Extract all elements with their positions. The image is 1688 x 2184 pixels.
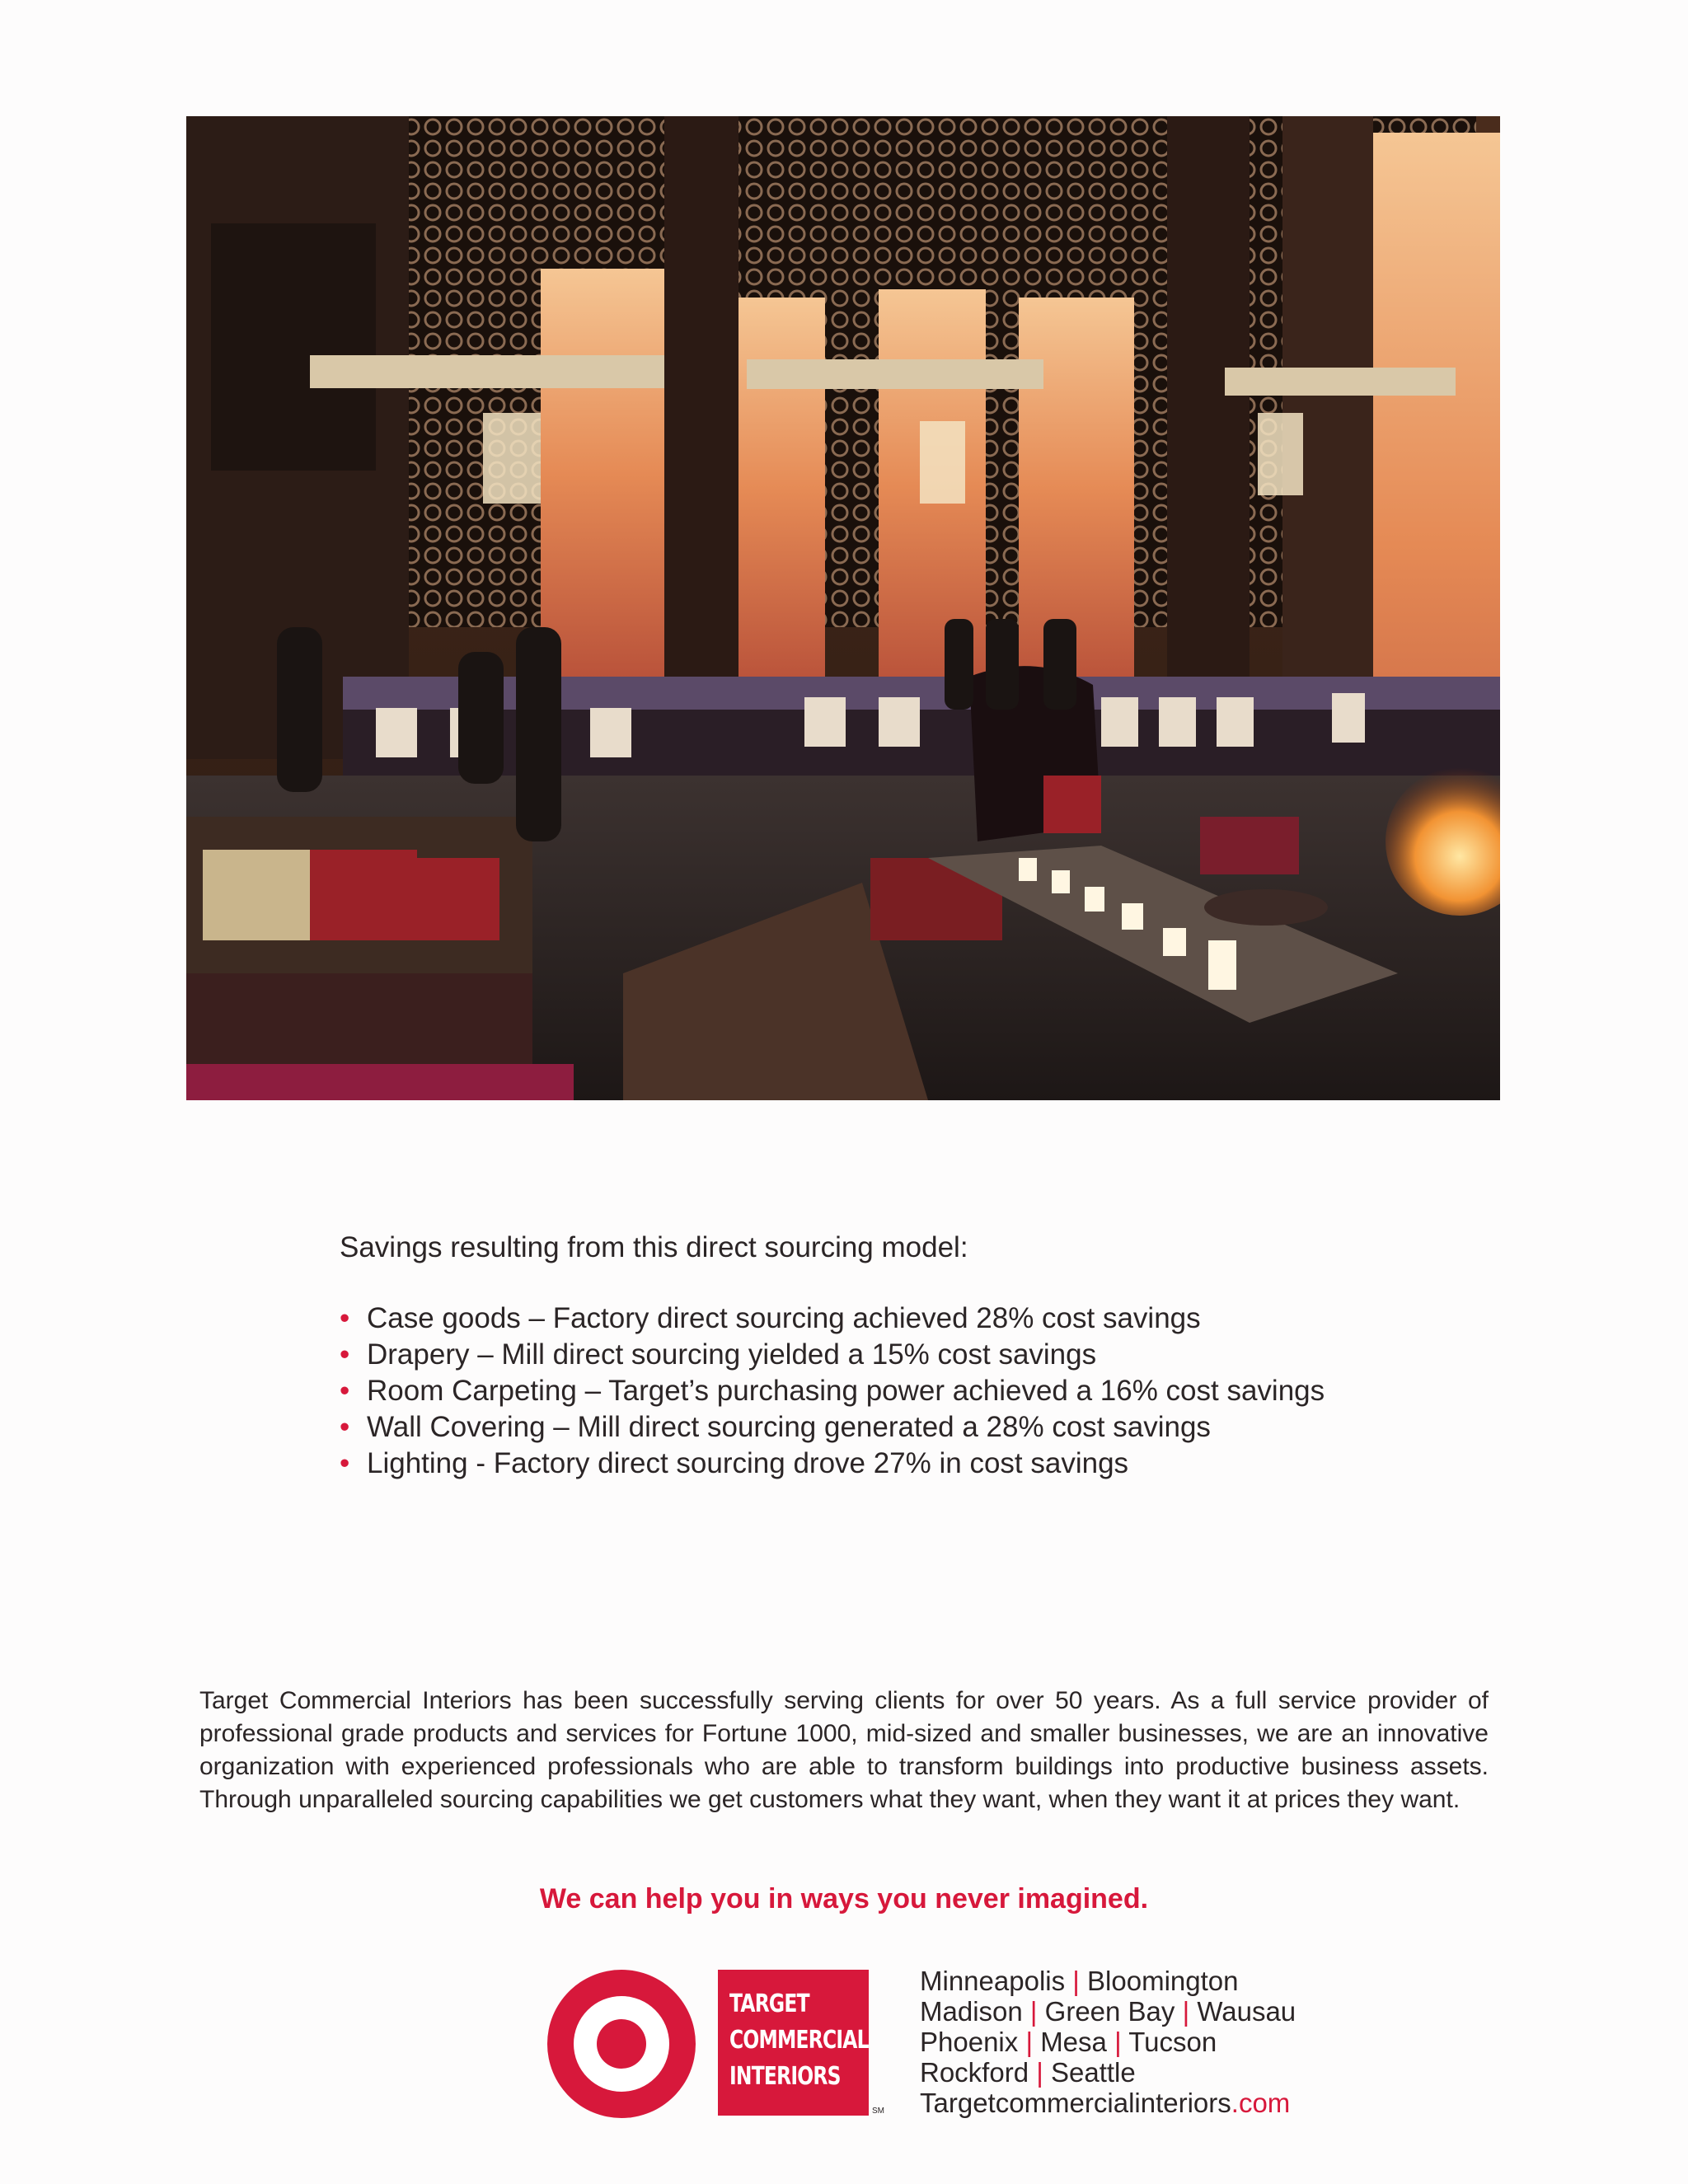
location-row [920,2027,1296,2057]
about-paragraph: Target Commercial Interiors has been successfully serving clients for over 50 years. As a full service provider of professional grade products and services for Fortune 1000, mid-sized and smaller businesses, we are an innovative organization with experienced professionals who are able to transform buildings into productive business assets. Through unparalleled sourcing capabilities we get customers what they want, when they want it at prices they want. [199,1687,1489,1813]
location-name: Phoenix [920,2027,1019,2057]
location-name: Mesa [1040,2027,1107,2057]
service-mark: SM [872,2107,884,2116]
savings-item [340,1409,1325,1446]
savings-item [340,1337,1325,1373]
savings-list [340,1301,1325,1482]
tagline: We can help you in ways you never imagined. [539,1883,1149,1915]
location-name: Seattle [1050,2057,1136,2088]
bullet-icon: • [340,1302,350,1334]
savings-item [340,1373,1325,1409]
location-row [920,1966,1296,1996]
location-name: Green Bay [1044,1996,1175,2027]
location-name: Minneapolis [920,1966,1066,1996]
wordmark-line-2: COMMERCIAL [729,2026,869,2055]
bullet-icon: • [340,1447,350,1479]
separator: | [1029,1996,1038,2027]
savings-item-text: Room Carpeting – Target’s purchasing power achieved a 16% cost savings [367,1375,1325,1407]
target-bullseye-logo [547,1970,696,2118]
wordmark-line-1: TARGET [729,1990,809,2018]
savings-item-text: Drapery – Mill direct sourcing yielded a 15% cost savings [367,1338,1097,1371]
savings-item [340,1301,1325,1337]
bullet-icon: • [340,1375,350,1407]
website-name[interactable]: Targetcommercialinteriors [920,2088,1231,2118]
separator: | [1072,1966,1080,1996]
separator: | [1182,1996,1190,2027]
location-row [920,2057,1296,2088]
separator: | [1114,2027,1122,2057]
location-name: Rockford [920,2057,1029,2088]
separator: | [1025,2027,1034,2057]
savings-intro: Savings resulting from this direct sourcing model: [340,1231,968,1263]
office-locations [920,1966,1296,2118]
wordmark-line-3: INTERIORS [729,2062,841,2091]
lounge-photo [186,116,1500,1100]
bullet-icon: • [340,1338,350,1371]
bullet-icon: • [340,1411,350,1443]
location-name: Madison [920,1996,1023,2027]
savings-item-text: Case goods – Factory direct sourcing achieved 28% cost savings [367,1302,1201,1334]
savings-item-text: Lighting - Factory direct sourcing drove 27% in cost savings [367,1447,1129,1479]
website-tld[interactable]: .com [1231,2088,1291,2118]
location-name: Wausau [1197,1996,1296,2027]
location-name: Tucson [1128,2027,1217,2057]
location-name: Bloomington [1087,1966,1239,1996]
separator: | [1036,2057,1043,2088]
location-row [920,1996,1296,2027]
savings-item-text: Wall Covering – Mill direct sourcing generated a 28% cost savings [367,1411,1211,1443]
website-link[interactable] [920,2088,1296,2118]
company-wordmark [718,1970,869,2116]
savings-item [340,1446,1325,1482]
